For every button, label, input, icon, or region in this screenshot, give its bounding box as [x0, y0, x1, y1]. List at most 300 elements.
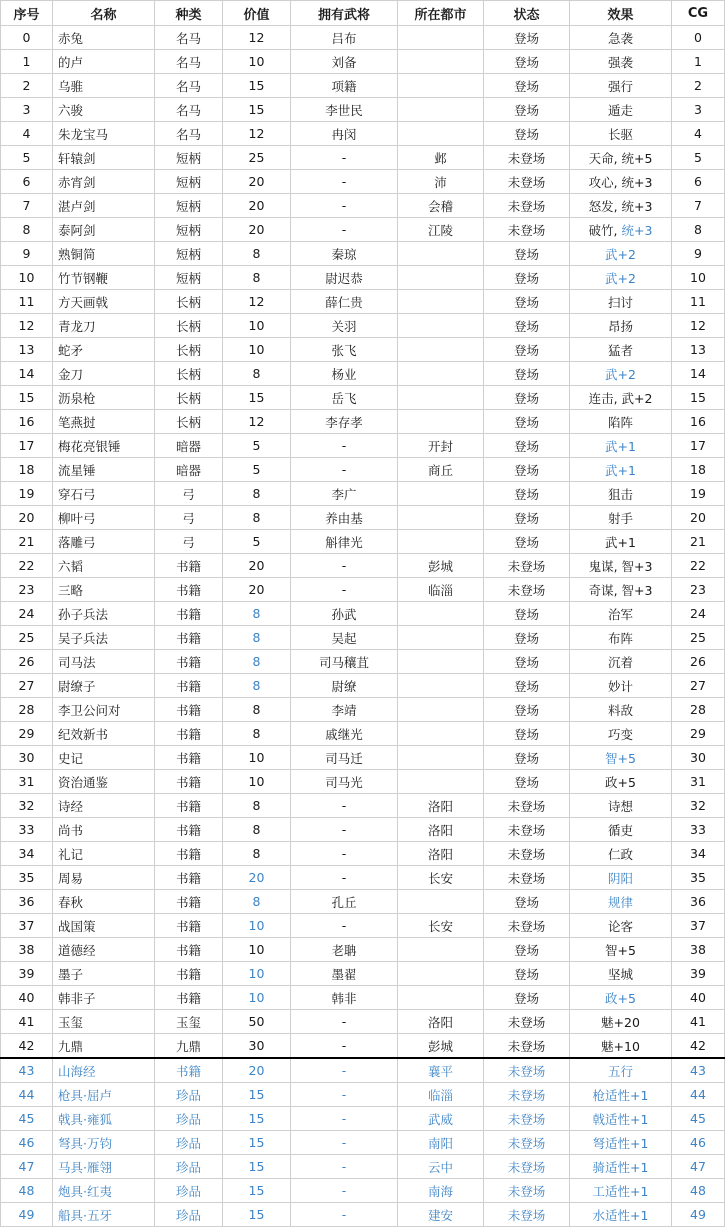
cg-cell: 40: [672, 986, 725, 1010]
city-cell: 建安: [398, 1203, 484, 1227]
kind-cell: 短柄: [155, 146, 223, 170]
name-cell: 梅花亮银锤: [53, 434, 155, 458]
city-cell: 南阳: [398, 1131, 484, 1155]
city-cell: 洛阳: [398, 794, 484, 818]
city-cell: 江陵: [398, 218, 484, 242]
effect-text: 扫讨: [607, 294, 633, 310]
name-cell: 枪具·屈卢: [53, 1083, 155, 1107]
effect-text: 武+1: [605, 534, 636, 550]
kind-cell: 暗器: [155, 434, 223, 458]
value-cell: 10: [223, 986, 291, 1010]
name-cell: 六骏: [53, 98, 155, 122]
index-cell: 23: [1, 578, 53, 602]
table-row: [1, 170, 725, 194]
owner-cell: 关羽: [291, 314, 398, 338]
cg-cell: 15: [672, 386, 725, 410]
effect-text: 骑适性+1: [592, 1159, 649, 1175]
status-cell: 登场: [484, 986, 570, 1010]
status-cell: 未登场: [484, 1107, 570, 1131]
index-cell: 47: [1, 1155, 53, 1179]
value-cell: 8: [223, 506, 291, 530]
owner-cell: 戚继光: [291, 722, 398, 746]
cg-cell: 29: [672, 722, 725, 746]
table-row: [1, 794, 725, 818]
status-cell: 登场: [484, 50, 570, 74]
name-cell: 穿石弓: [53, 482, 155, 506]
value-cell: 50: [223, 1010, 291, 1034]
owner-cell: 项籍: [291, 74, 398, 98]
effect-highlight: 武+2: [605, 366, 636, 382]
table-row: [1, 458, 725, 482]
owner-cell: 吕布: [291, 26, 398, 50]
index-cell: 10: [1, 266, 53, 290]
value-cell: 12: [223, 410, 291, 434]
status-cell: 登场: [484, 458, 570, 482]
city-cell: [398, 410, 484, 434]
cg-cell: 14: [672, 362, 725, 386]
city-cell: 武威: [398, 1107, 484, 1131]
value-cell: 8: [223, 482, 291, 506]
city-cell: [398, 74, 484, 98]
effect-cell: [570, 1203, 672, 1227]
city-cell: 云中: [398, 1155, 484, 1179]
kind-cell: 名马: [155, 122, 223, 146]
table-row: [1, 242, 725, 266]
kind-cell: 名马: [155, 50, 223, 74]
name-cell: 柳叶弓: [53, 506, 155, 530]
index-cell: 42: [1, 1034, 53, 1059]
owner-cell: 司马穰苴: [291, 650, 398, 674]
city-cell: [398, 698, 484, 722]
owner-cell: -: [291, 1179, 398, 1203]
cg-cell: 16: [672, 410, 725, 434]
effect-cell: [570, 722, 672, 746]
cg-cell: 21: [672, 530, 725, 554]
col-header-name: 名称: [53, 1, 155, 26]
effect-highlight: 政+5: [605, 990, 636, 1006]
kind-cell: 长柄: [155, 386, 223, 410]
index-cell: 46: [1, 1131, 53, 1155]
table-row: [1, 50, 725, 74]
city-cell: [398, 602, 484, 626]
value-cell: 30: [223, 1034, 291, 1059]
cg-cell: 49: [672, 1203, 725, 1227]
city-cell: 开封: [398, 434, 484, 458]
city-cell: 南海: [398, 1179, 484, 1203]
kind-cell: 珍品: [155, 1107, 223, 1131]
effect-text: 陷阵: [607, 414, 633, 430]
table-row: [1, 746, 725, 770]
effect-text: 工适性+1: [592, 1183, 649, 1199]
effect-cell: [570, 866, 672, 890]
city-cell: [398, 746, 484, 770]
owner-cell: 尉缭: [291, 674, 398, 698]
kind-cell: 弓: [155, 482, 223, 506]
index-cell: 11: [1, 290, 53, 314]
effect-text: 破竹,: [588, 222, 622, 238]
name-cell: 赤兔: [53, 26, 155, 50]
owner-cell: -: [291, 554, 398, 578]
effect-text: 攻心, 统+3: [588, 174, 653, 190]
value-cell: 8: [223, 362, 291, 386]
cg-cell: 7: [672, 194, 725, 218]
kind-cell: 书籍: [155, 650, 223, 674]
cg-cell: 2: [672, 74, 725, 98]
owner-cell: -: [291, 1083, 398, 1107]
cg-cell: 31: [672, 770, 725, 794]
table-body: [1, 26, 725, 1227]
value-cell: 20: [223, 218, 291, 242]
value-cell: 15: [223, 1107, 291, 1131]
table-row: [1, 722, 725, 746]
name-cell: 笔燕挝: [53, 410, 155, 434]
kind-cell: 珍品: [155, 1203, 223, 1227]
value-cell: 8: [223, 242, 291, 266]
city-cell: [398, 962, 484, 986]
index-cell: 26: [1, 650, 53, 674]
kind-cell: 书籍: [155, 866, 223, 890]
city-cell: [398, 482, 484, 506]
effect-highlight: 武+2: [605, 270, 636, 286]
cg-cell: 11: [672, 290, 725, 314]
effect-text: 强袭: [607, 54, 633, 70]
effect-cell: [570, 530, 672, 554]
owner-cell: 韩非: [291, 986, 398, 1010]
effect-cell: [570, 1179, 672, 1203]
index-cell: 48: [1, 1179, 53, 1203]
kind-cell: 书籍: [155, 1058, 223, 1083]
status-cell: 登场: [484, 770, 570, 794]
effect-highlight: 武+2: [605, 246, 636, 262]
effect-text: 仁政: [607, 846, 633, 862]
index-cell: 5: [1, 146, 53, 170]
effect-text: 治军: [607, 606, 633, 622]
name-cell: 山海经: [53, 1058, 155, 1083]
table-row: [1, 554, 725, 578]
value-cell: 15: [223, 74, 291, 98]
status-cell: 登场: [484, 962, 570, 986]
status-cell: 未登场: [484, 866, 570, 890]
owner-cell: 岳飞: [291, 386, 398, 410]
index-cell: 6: [1, 170, 53, 194]
index-cell: 35: [1, 866, 53, 890]
name-cell: 六韬: [53, 554, 155, 578]
name-cell: 礼记: [53, 842, 155, 866]
effect-text: 沉着: [607, 654, 633, 670]
value-cell: 12: [223, 290, 291, 314]
cg-cell: 1: [672, 50, 725, 74]
table-row: [1, 194, 725, 218]
index-cell: 20: [1, 506, 53, 530]
table-row: [1, 122, 725, 146]
owner-cell: 李广: [291, 482, 398, 506]
city-cell: 邺: [398, 146, 484, 170]
kind-cell: 短柄: [155, 170, 223, 194]
status-cell: 未登场: [484, 554, 570, 578]
table-row: [1, 266, 725, 290]
value-cell: 8: [223, 890, 291, 914]
index-cell: 12: [1, 314, 53, 338]
kind-cell: 长柄: [155, 314, 223, 338]
city-cell: 临淄: [398, 1083, 484, 1107]
name-cell: 玉玺: [53, 1010, 155, 1034]
value-cell: 10: [223, 962, 291, 986]
index-cell: 36: [1, 890, 53, 914]
cg-cell: 17: [672, 434, 725, 458]
cg-cell: 34: [672, 842, 725, 866]
status-cell: 未登场: [484, 842, 570, 866]
city-cell: [398, 98, 484, 122]
status-cell: 未登场: [484, 218, 570, 242]
effect-cell: [570, 218, 672, 242]
owner-cell: 墨翟: [291, 962, 398, 986]
kind-cell: 书籍: [155, 746, 223, 770]
city-cell: [398, 650, 484, 674]
effect-cell: [570, 386, 672, 410]
status-cell: 未登场: [484, 818, 570, 842]
effect-highlight: 阴阳: [607, 870, 633, 886]
effect-text: 鬼谋, 智+3: [588, 558, 653, 574]
status-cell: 登场: [484, 266, 570, 290]
kind-cell: 九鼎: [155, 1034, 223, 1059]
table-row: [1, 842, 725, 866]
effect-text: 长驱: [607, 126, 633, 142]
city-cell: [398, 890, 484, 914]
name-cell: 尚书: [53, 818, 155, 842]
effect-text: 奇谋, 智+3: [588, 582, 653, 598]
value-cell: 10: [223, 338, 291, 362]
effect-cell: [570, 890, 672, 914]
effect-text: 弩适性+1: [592, 1135, 649, 1151]
name-cell: 乌骓: [53, 74, 155, 98]
name-cell: 朱龙宝马: [53, 122, 155, 146]
owner-cell: 老聃: [291, 938, 398, 962]
value-cell: 15: [223, 1155, 291, 1179]
cg-cell: 3: [672, 98, 725, 122]
status-cell: 登场: [484, 362, 570, 386]
index-cell: 4: [1, 122, 53, 146]
effect-text: 诗想: [607, 798, 633, 814]
table-row: [1, 698, 725, 722]
index-cell: 22: [1, 554, 53, 578]
city-cell: [398, 626, 484, 650]
cg-cell: 35: [672, 866, 725, 890]
effect-cell: [570, 458, 672, 482]
kind-cell: 书籍: [155, 890, 223, 914]
value-cell: 8: [223, 818, 291, 842]
table-row: [1, 914, 725, 938]
table-row: [1, 986, 725, 1010]
owner-cell: 养由基: [291, 506, 398, 530]
effect-text: 怒发, 统+3: [588, 198, 653, 214]
value-cell: 10: [223, 50, 291, 74]
name-cell: 周易: [53, 866, 155, 890]
table-row: [1, 890, 725, 914]
effect-text: 戟适性+1: [592, 1111, 649, 1127]
status-cell: 未登场: [484, 578, 570, 602]
index-cell: 25: [1, 626, 53, 650]
status-cell: 未登场: [484, 194, 570, 218]
effect-cell: [570, 626, 672, 650]
index-cell: 39: [1, 962, 53, 986]
owner-cell: 李存孝: [291, 410, 398, 434]
status-cell: 未登场: [484, 170, 570, 194]
status-cell: 登场: [484, 314, 570, 338]
owner-cell: -: [291, 1010, 398, 1034]
cg-cell: 27: [672, 674, 725, 698]
kind-cell: 弓: [155, 530, 223, 554]
name-cell: 金刀: [53, 362, 155, 386]
kind-cell: 名马: [155, 74, 223, 98]
status-cell: 登场: [484, 434, 570, 458]
cg-cell: 12: [672, 314, 725, 338]
effect-cell: [570, 698, 672, 722]
status-cell: 未登场: [484, 1034, 570, 1059]
index-cell: 1: [1, 50, 53, 74]
name-cell: 吴子兵法: [53, 626, 155, 650]
status-cell: 登场: [484, 26, 570, 50]
index-cell: 2: [1, 74, 53, 98]
index-cell: 13: [1, 338, 53, 362]
owner-cell: -: [291, 794, 398, 818]
table-row: [1, 434, 725, 458]
index-cell: 29: [1, 722, 53, 746]
value-cell: 20: [223, 194, 291, 218]
kind-cell: 书籍: [155, 722, 223, 746]
name-cell: 战国策: [53, 914, 155, 938]
value-cell: 10: [223, 314, 291, 338]
col-header-owner: 拥有武将: [291, 1, 398, 26]
table-row: [1, 770, 725, 794]
value-cell: 20: [223, 578, 291, 602]
index-cell: 16: [1, 410, 53, 434]
name-cell: 马具·雁翎: [53, 1155, 155, 1179]
kind-cell: 长柄: [155, 290, 223, 314]
owner-cell: -: [291, 818, 398, 842]
cg-cell: 36: [672, 890, 725, 914]
table-row: [1, 338, 725, 362]
status-cell: 未登场: [484, 1010, 570, 1034]
effect-cell: [570, 410, 672, 434]
cg-cell: 38: [672, 938, 725, 962]
effect-cell: [570, 314, 672, 338]
name-cell: 戟具·雍狐: [53, 1107, 155, 1131]
table-row: [1, 674, 725, 698]
index-cell: 15: [1, 386, 53, 410]
kind-cell: 长柄: [155, 362, 223, 386]
name-cell: 流星锤: [53, 458, 155, 482]
cg-cell: 19: [672, 482, 725, 506]
cg-cell: 39: [672, 962, 725, 986]
city-cell: [398, 506, 484, 530]
value-cell: 5: [223, 458, 291, 482]
name-cell: 炮具·红夷: [53, 1179, 155, 1203]
value-cell: 25: [223, 146, 291, 170]
index-cell: 30: [1, 746, 53, 770]
table-row: [1, 314, 725, 338]
effect-cell: [570, 506, 672, 530]
table-row: [1, 938, 725, 962]
table-row: [1, 98, 725, 122]
value-cell: 12: [223, 122, 291, 146]
kind-cell: 弓: [155, 506, 223, 530]
cg-cell: 46: [672, 1131, 725, 1155]
effect-cell: [570, 842, 672, 866]
name-cell: 的卢: [53, 50, 155, 74]
table-row: [1, 866, 725, 890]
table-row: [1, 1155, 725, 1179]
col-header-kind: 种类: [155, 1, 223, 26]
name-cell: 赤宵剑: [53, 170, 155, 194]
cg-cell: 25: [672, 626, 725, 650]
effect-cell: [570, 986, 672, 1010]
city-cell: [398, 674, 484, 698]
value-cell: 15: [223, 98, 291, 122]
cg-cell: 47: [672, 1155, 725, 1179]
kind-cell: 书籍: [155, 914, 223, 938]
name-cell: 纪效新书: [53, 722, 155, 746]
status-cell: 登场: [484, 290, 570, 314]
cg-cell: 20: [672, 506, 725, 530]
value-cell: 20: [223, 866, 291, 890]
effect-cell: [570, 266, 672, 290]
name-cell: 蛇矛: [53, 338, 155, 362]
kind-cell: 暗器: [155, 458, 223, 482]
owner-cell: 司马光: [291, 770, 398, 794]
effect-highlight: 武+1: [605, 438, 636, 454]
table-row: [1, 1010, 725, 1034]
index-cell: 28: [1, 698, 53, 722]
effect-text: 连击, 武+2: [588, 390, 653, 406]
table-row: [1, 1107, 725, 1131]
col-header-index: 序号: [1, 1, 53, 26]
cg-cell: 45: [672, 1107, 725, 1131]
owner-cell: 张飞: [291, 338, 398, 362]
effect-cell: [570, 194, 672, 218]
effect-cell: [570, 122, 672, 146]
status-cell: 登场: [484, 938, 570, 962]
effect-cell: [570, 794, 672, 818]
city-cell: 长安: [398, 914, 484, 938]
effect-cell: [570, 746, 672, 770]
effect-text: 五行: [607, 1063, 633, 1079]
cg-cell: 44: [672, 1083, 725, 1107]
owner-cell: 司马迁: [291, 746, 398, 770]
effect-highlight: 智+5: [605, 750, 636, 766]
effect-cell: [570, 74, 672, 98]
name-cell: 落雕弓: [53, 530, 155, 554]
table-row: [1, 1203, 725, 1227]
cg-cell: 23: [672, 578, 725, 602]
index-cell: 8: [1, 218, 53, 242]
status-cell: 登场: [484, 674, 570, 698]
effect-text: 水适性+1: [592, 1207, 649, 1223]
owner-cell: -: [291, 842, 398, 866]
effect-text: 循吏: [607, 822, 633, 838]
effect-highlight: 规律: [607, 894, 633, 910]
value-cell: 20: [223, 554, 291, 578]
owner-cell: -: [291, 1203, 398, 1227]
index-cell: 32: [1, 794, 53, 818]
kind-cell: 书籍: [155, 818, 223, 842]
name-cell: 方天画戟: [53, 290, 155, 314]
owner-cell: -: [291, 1034, 398, 1059]
index-cell: 37: [1, 914, 53, 938]
effect-text: 天命, 统+5: [588, 150, 653, 166]
kind-cell: 书籍: [155, 674, 223, 698]
kind-cell: 书籍: [155, 938, 223, 962]
cg-cell: 10: [672, 266, 725, 290]
